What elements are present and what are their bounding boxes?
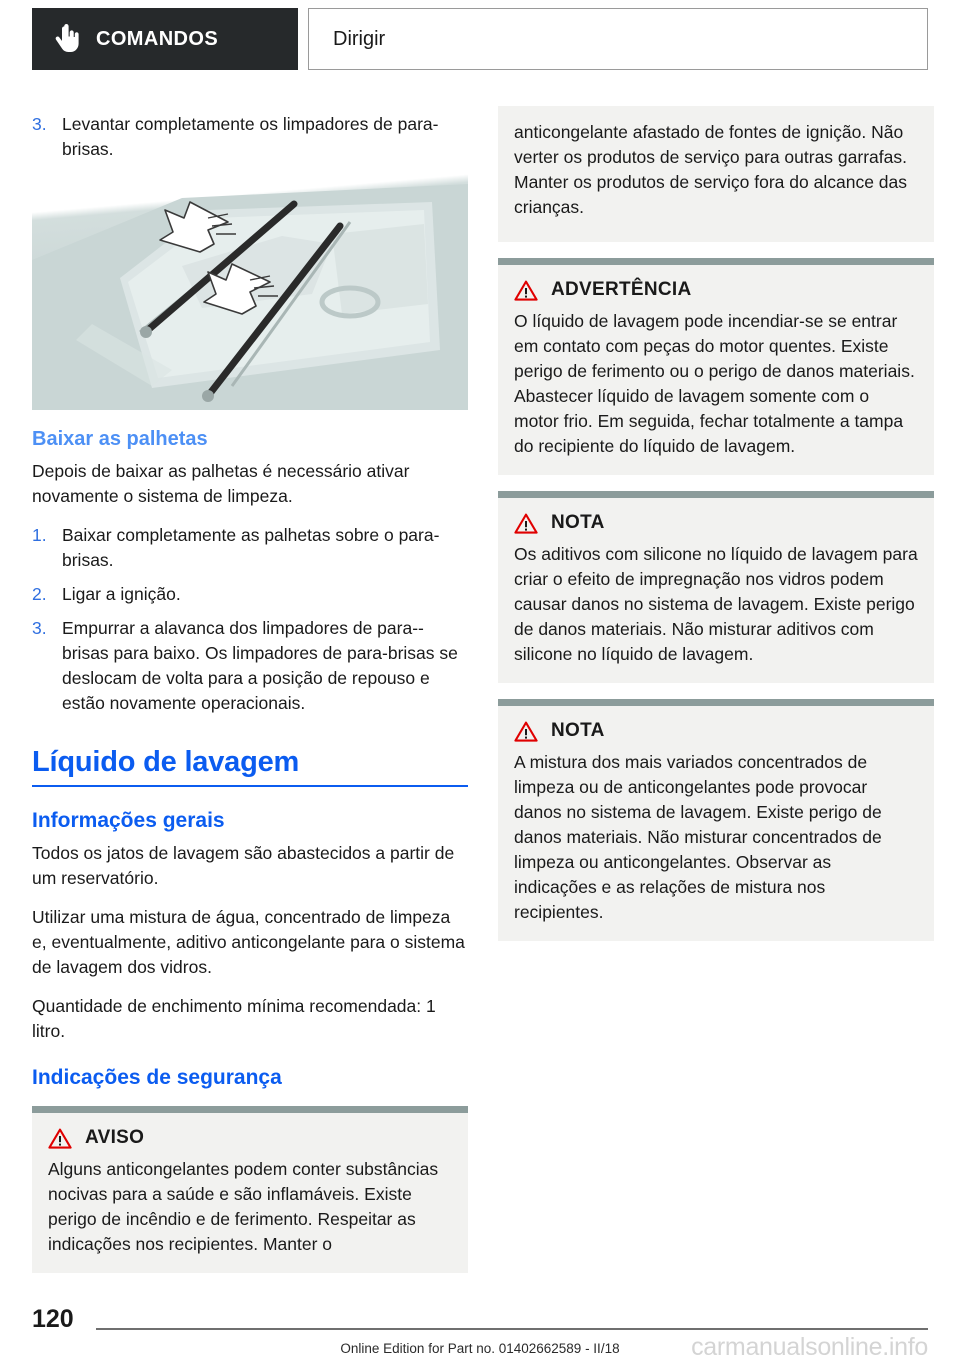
warning-triangle-icon bbox=[48, 1128, 72, 1149]
notice-title: ADVERTÊNCIA bbox=[551, 279, 692, 300]
pointing-hand-icon bbox=[54, 24, 80, 54]
notice-header bbox=[514, 720, 918, 742]
notice-header bbox=[514, 512, 918, 534]
notice-body bbox=[498, 265, 934, 475]
paragraph: Utilizar uma mistura de água, concentrado de limpeza e, eventualmente, aditivo anticongelante para o sistema de lavagem dos vidros. bbox=[32, 907, 465, 977]
notice-body bbox=[32, 1113, 468, 1273]
page-number: 120 bbox=[32, 1305, 74, 1333]
footer-divider bbox=[96, 1328, 928, 1330]
intro-paragraph: Depois de baixar as palhetas é necessário ativar novamente o sistema de limpeza. bbox=[32, 461, 410, 506]
notice-body bbox=[498, 498, 934, 683]
page-footer bbox=[32, 1305, 928, 1361]
footer-row bbox=[32, 1307, 928, 1334]
windshield-wipers-illustration bbox=[32, 174, 468, 410]
section-tab[interactable] bbox=[308, 8, 928, 70]
page-header bbox=[32, 8, 928, 70]
aviso-notice-box bbox=[32, 1106, 468, 1273]
right-column bbox=[498, 106, 934, 1273]
step-text: Baixar completamente as palhetas sobre o para-brisas. bbox=[62, 525, 440, 570]
step-number: 3. bbox=[32, 114, 47, 134]
page-title: Líquido de lavagem bbox=[32, 746, 468, 787]
heading-indicacoes-de-seguranca: Indicações de segurança bbox=[32, 1066, 282, 1089]
notice-top-bar bbox=[498, 491, 934, 498]
step-text: Levantar completamente os limpadores de para-brisas. bbox=[62, 114, 439, 159]
chapter-label: COMANDOS bbox=[96, 27, 219, 50]
edition-note: Online Edition for Part no. 01402662589 - II/18 bbox=[340, 1341, 620, 1356]
step-text: Ligar a ignição. bbox=[62, 584, 181, 604]
nota-notice-box-2 bbox=[498, 699, 934, 941]
notice-header bbox=[514, 279, 918, 301]
notice-title: NOTA bbox=[551, 720, 605, 741]
notice-top-bar bbox=[498, 699, 934, 706]
notice-header bbox=[48, 1127, 452, 1149]
notice-text: Os aditivos com silicone no líquido de lavagem para criar o efeito de impregnação nos vidros podem causar danos no sistema de lavagem. Existe perigo de danos materiais. Não misturar aditivos com silicone no líquido de lavagem. bbox=[514, 544, 918, 664]
notice-text: Alguns anticongelantes podem conter substâncias nocivas para a saúde e são inflamáveis. Existe perigo de incêndio e de ferimento. Respeitar as indicações nos recipientes. Manter o bbox=[48, 1159, 439, 1254]
list-item bbox=[32, 523, 468, 573]
top-step-list bbox=[32, 112, 468, 162]
page-content bbox=[32, 106, 928, 1273]
baixar-step-list bbox=[32, 523, 468, 716]
list-item bbox=[32, 112, 468, 162]
paragraph: Quantidade de enchimento mínima recomendada: 1 litro. bbox=[32, 996, 436, 1041]
aviso-notice-continuation bbox=[498, 106, 934, 242]
step-number: 1. bbox=[32, 525, 47, 545]
notice-title: AVISO bbox=[85, 1127, 145, 1148]
warning-triangle-icon bbox=[514, 513, 538, 534]
heading-informacoes-gerais: Informações gerais bbox=[32, 809, 225, 832]
notice-text: O líquido de lavagem pode incendiar-se se entrar em contato com peças do motor quentes. Existe perigo de ferimento ou o perigo de danos materiais. Abastecer líquido de lavagem somente com o motor frio. Em seguida, fechar totalmente a tampa do recipiente do líquido de lavagem. bbox=[514, 311, 915, 456]
advertencia-notice-box bbox=[498, 258, 934, 475]
notice-title: NOTA bbox=[551, 512, 605, 533]
step-number: 2. bbox=[32, 584, 47, 604]
list-item bbox=[32, 616, 468, 716]
list-item bbox=[32, 582, 468, 607]
warning-triangle-icon bbox=[514, 280, 538, 301]
heading-baixar-as-palhetas: Baixar as palhetas bbox=[32, 428, 208, 450]
notice-text: A mistura dos mais variados concentrados de limpeza ou de anticongelantes pode provocar danos no sistema de lavagem. Existe perigo de danos materiais. Não misturar concentrados de limpeza ou anticongelantes. Observar as indicações e as relações de mistura nos recipientes. bbox=[514, 752, 882, 922]
notice-top-bar bbox=[498, 258, 934, 265]
step-text: Empurrar a alavanca dos limpadores de para--brisas para baixo. Os limpadores de para-brisas se deslocam de volta para a posição de repouso e estão novamente operacionais. bbox=[62, 618, 458, 713]
notice-text: anticongelante afastado de fontes de ignição. Não verter os produtos de serviço para outras garrafas. Manter os produtos de serviço fora do alcance das crianças. bbox=[514, 122, 907, 217]
watermark: carmanualsonline.info bbox=[691, 1333, 928, 1361]
warning-triangle-icon bbox=[514, 721, 538, 742]
paragraph: Todos os jatos de lavagem são abastecidos a partir de um reservatório. bbox=[32, 843, 455, 888]
left-column bbox=[32, 106, 468, 1273]
section-label: Dirigir bbox=[333, 27, 386, 50]
step-number: 3. bbox=[32, 618, 47, 638]
notice-body bbox=[498, 706, 934, 941]
notice-top-bar bbox=[32, 1106, 468, 1113]
chapter-tab[interactable] bbox=[32, 8, 298, 70]
footer-note bbox=[32, 1333, 928, 1361]
nota-notice-box-1 bbox=[498, 491, 934, 683]
